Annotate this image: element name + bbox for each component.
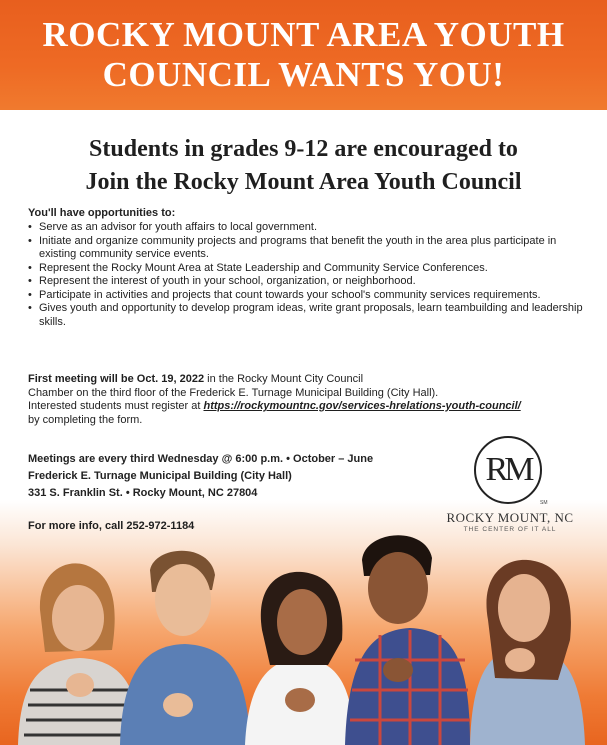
banner-title-line-1: ROCKY MOUNT AREA YOUTH [42, 15, 565, 54]
meeting-info [28, 373, 588, 427]
list-item: • Initiate and organize community projects and programs that benefit the youth in the area plus participate in existing community service events. [28, 235, 588, 262]
person-3-face [277, 589, 327, 655]
person-5-face [498, 574, 550, 642]
person-2 [120, 551, 250, 745]
person-4-hand [383, 658, 413, 682]
person-1-face [52, 585, 104, 651]
logo-service-mark: SM [540, 500, 548, 506]
city-logo [430, 432, 590, 542]
meeting-line-2: Chamber on the third floor of the Frederick E. Turnage Municipal Building (City Hall). [28, 386, 439, 399]
list-item: • Represent the interest of youth in your school, organization, or neighborhood. [28, 275, 588, 289]
header-banner [0, 0, 607, 110]
logo-city-name: ROCKY MOUNT, NC [446, 510, 574, 525]
person-3-hand [285, 688, 315, 712]
list-item: • Participate in activities and projects that count towards your school's community services requirements. [28, 289, 588, 303]
person-5 [470, 560, 585, 745]
person-1-hand [66, 673, 94, 697]
subtitle-line-1: Students in grades 9-12 are encouraged to [89, 136, 518, 162]
logo-monogram: RM [474, 436, 542, 504]
list-item: • Serve as an advisor for youth affairs to local government. [28, 221, 588, 235]
person-2-face [155, 564, 211, 636]
contact-info: For more info, call 252-972-1184 [28, 520, 195, 532]
register-prefix: Interested students must register at [28, 400, 201, 412]
meeting-line-1 [28, 373, 588, 387]
register-link[interactable]: https://rockymountnc.gov/services-hrelations-youth-council/ [203, 400, 521, 412]
youth-group-photo [0, 530, 607, 745]
person-4-face [368, 552, 428, 624]
schedule-line-1: Meetings are every third Wednesday @ 6:00 p.m. • October – June [28, 453, 374, 465]
schedule-line-3: 331 S. Franklin St. • Rocky Mount, NC 27804 [28, 487, 258, 499]
person-3 [245, 572, 355, 745]
schedule-line-2: Frederick E. Turnage Municipal Building (City Hall) [28, 470, 292, 482]
person-2-hand [163, 693, 193, 717]
meeting-line-4: by completing the form. [28, 413, 143, 426]
opportunities-list [28, 221, 588, 329]
list-item: • Gives youth and opportunity to develop program ideas, write grant proposals, learn teambuilding and leadership skills. [28, 302, 588, 329]
opportunities-intro: You'll have opportunities to: [28, 207, 176, 219]
person-5-hand [505, 648, 535, 672]
first-meeting-date: First meeting will be Oct. 19, 2022 [28, 373, 205, 385]
subtitle-line-2: Join the Rocky Mount Area Youth Council [85, 169, 522, 195]
first-meeting-rest: in the Rocky Mount City Council [207, 373, 364, 385]
person-4-plaid-shirt [345, 628, 470, 745]
logo-tagline: THE CENTER OF IT ALL [463, 526, 557, 533]
list-item: • Represent the Rocky Mount Area at State Leadership and Community Service Conferences. [28, 262, 588, 276]
person-4 [345, 535, 470, 745]
banner-title-line-2: COUNCIL WANTS YOU! [102, 55, 505, 94]
meeting-line-3 [28, 400, 588, 414]
